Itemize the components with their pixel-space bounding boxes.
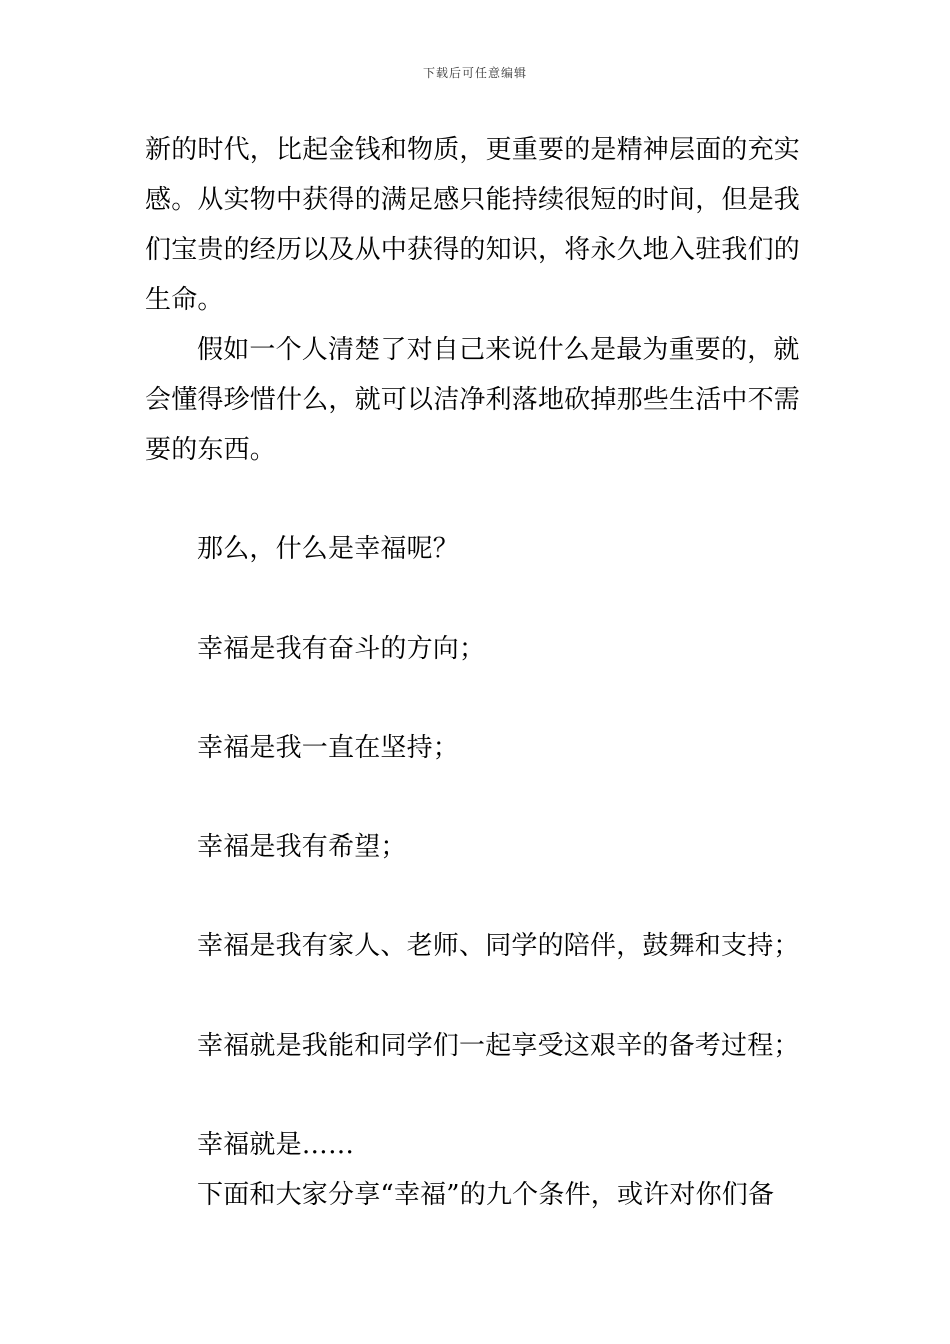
statement-line-2: 幸福是我一直在坚持； bbox=[197, 733, 460, 763]
paragraph-2-line-3: 要的东西。 bbox=[145, 435, 277, 465]
statement-line-5: 幸福就是我能和同学们一起享受这艰辛的备考过程； bbox=[197, 1031, 800, 1061]
paragraph-1-line-3: 们宝贵的经历以及从中获得的知识，将永久地入驻我们的 bbox=[145, 235, 801, 265]
paragraph-2-line-1: 假如一个人清楚了对自己来说什么是最为重要的，就 bbox=[197, 335, 800, 365]
paragraph-1-line-1: 新的时代，比起金钱和物质，更重要的是精神层面的充实 bbox=[145, 135, 801, 165]
statement-line-1: 幸福是我有奋斗的方向； bbox=[197, 634, 486, 664]
statement-line-3: 幸福是我有希望； bbox=[197, 832, 407, 862]
question-line: 那么，什么是幸福呢？ bbox=[197, 534, 460, 564]
paragraph-1-line-4: 生命。 bbox=[145, 285, 224, 315]
paragraph-2-line-2: 会懂得珍惜什么，就可以洁净利落地砍掉那些生活中不需 bbox=[145, 385, 801, 415]
paragraph-1-line-2: 感。从实物中获得的满足感只能持续很短的时间，但是我 bbox=[145, 185, 801, 215]
closing-line: 下面和大家分享“幸福”的九个条件，或许对你们备 bbox=[197, 1180, 775, 1210]
header-note: 下载后可任意编辑 bbox=[422, 66, 527, 80]
statement-line-4: 幸福是我有家人、老师、同学的陪伴，鼓舞和支持； bbox=[197, 931, 800, 961]
statement-line-6: 幸福就是…… bbox=[197, 1130, 355, 1160]
